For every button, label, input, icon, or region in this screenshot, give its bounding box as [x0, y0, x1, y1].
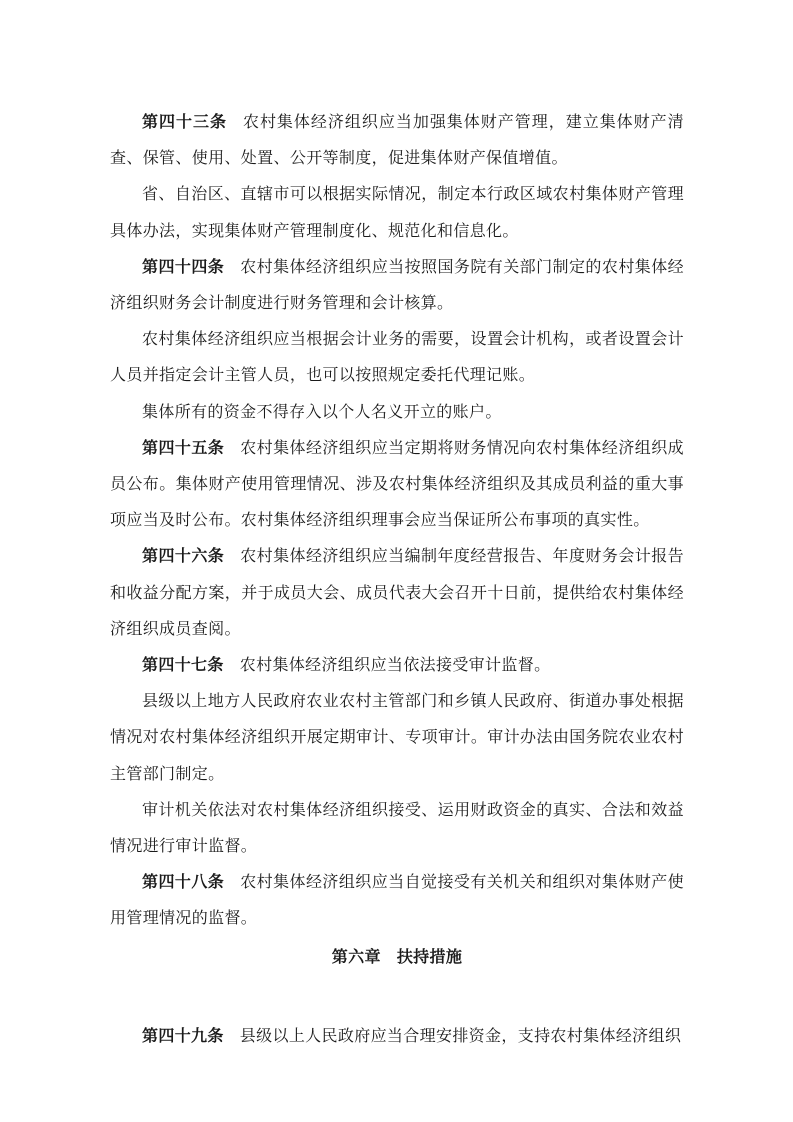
article-number: 第四十八条 — [142, 872, 225, 892]
article-number: 第四十七条 — [142, 655, 224, 675]
article-number: 第四十四条 — [142, 256, 225, 276]
article-48 — [110, 864, 684, 936]
article-43 — [110, 104, 684, 176]
article-45 — [110, 430, 684, 539]
article-number: 第四十六条 — [142, 546, 225, 566]
article-text: 农村集体经济组织应当定期将财务情况向农村集体经济组织成员公布。集体财产使用管理情况、涉及农村集体经济组织及其成员利益的重大事项应当及时公布。农村集体经济组织理事会应当保证所公布事项的真实性。 — [110, 437, 684, 530]
paragraph: 省、自治区、直辖市可以根据实际情况，制定本行政区域农村集体财产管理具体办法，实现集体财产管理制度化、规范化和信息化。 — [110, 184, 684, 240]
paragraph: 审计机关依法对农村集体经济组织接受、运用财政资金的真实、合法和效益情况进行审计监督。 — [110, 799, 684, 856]
paragraph: 集体所有的资金不得存入以个人名义开立的账户。 — [142, 401, 502, 421]
article-text: 农村集体经济组织应当按照国务院有关部门制定的农村集体经济组织财务会计制度进行财务管理和会计核算。 — [110, 256, 684, 313]
article-49 — [110, 1018, 684, 1054]
article-text: 农村集体经济组织应当自觉接受有关机关和组织对集体财产使用管理情况的监督。 — [110, 872, 684, 928]
document-body — [110, 104, 684, 1054]
article-47 — [110, 647, 684, 683]
chapter-number: 第六章 — [331, 946, 381, 966]
article-text: 农村集体经济组织应当依法接受审计监督。 — [239, 655, 551, 675]
article-44 — [110, 249, 684, 321]
paragraph: 县级以上地方人民政府农业农村主管部门和乡镇人民政府、街道办事处根据情况对农村集体经济组织开展定期审计、专项审计。审计办法由国务院农业农村主管部门制定。 — [110, 691, 684, 783]
article-text: 农村集体经济组织应当加强集体财产管理，建立集体财产清查、保管、使用、处置、公开等制度，促进集体财产保值增值。 — [110, 112, 684, 168]
chapter-title: 扶持措施 — [396, 946, 463, 966]
article-number: 第四十三条 — [142, 112, 227, 131]
article-text: 农村集体经济组织应当编制年度经营报告、年度财务会计报告和收益分配方案，并于成员大会、成员代表大会召开十日前，提供给农村集体经济组织成员查阅。 — [110, 546, 684, 638]
article-46 — [110, 538, 684, 647]
article-number: 第四十五条 — [142, 437, 225, 457]
article-text: 县级以上人民政府应当合理安排资金，支持农村集体经济组织 — [239, 1025, 682, 1045]
chapter-heading — [110, 937, 684, 1018]
paragraph: 农村集体经济组织应当根据会计业务的需要，设置会计机构，或者设置会计人员并指定会计主管人员，也可以按照规定委托代理记账。 — [110, 329, 684, 385]
article-number: 第四十九条 — [142, 1025, 224, 1045]
